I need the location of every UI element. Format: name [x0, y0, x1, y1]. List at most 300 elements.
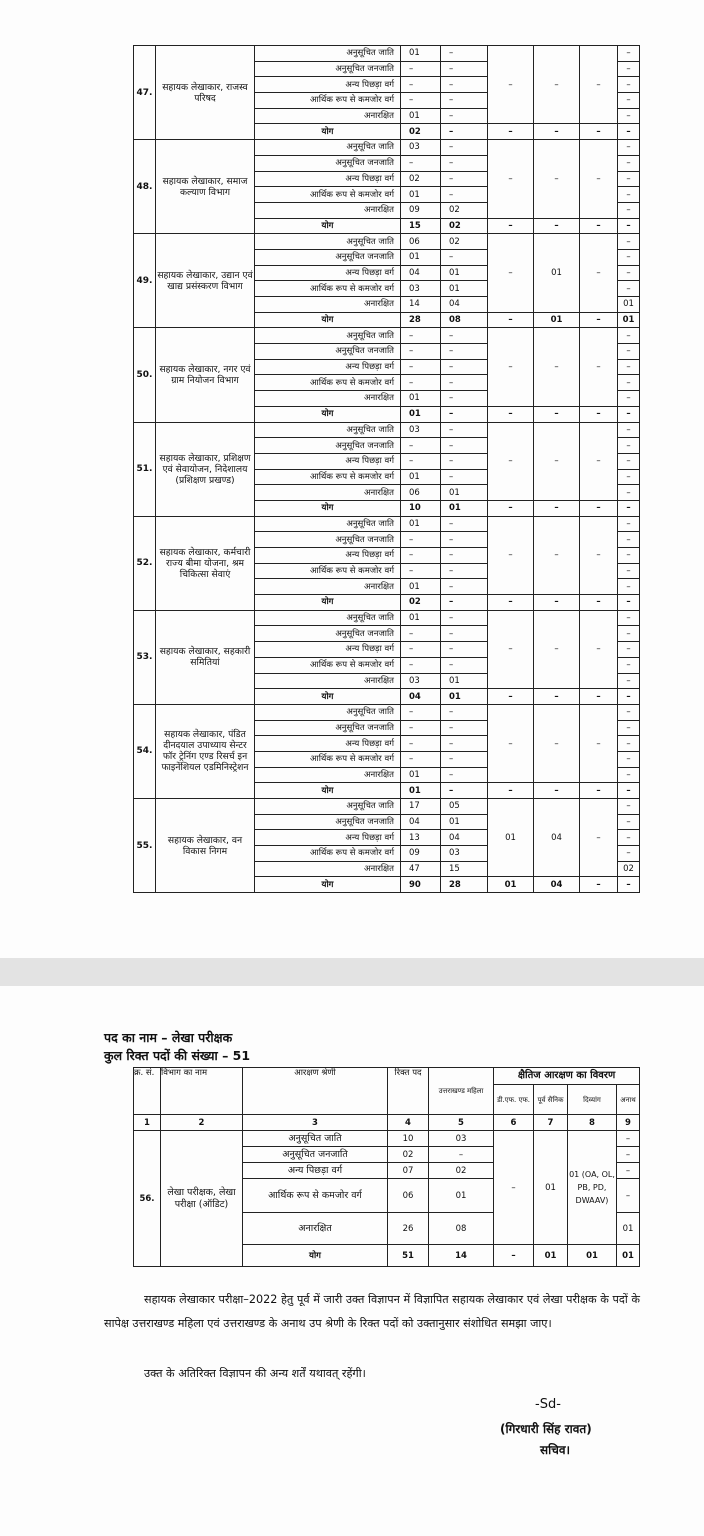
total-dff: –	[488, 312, 534, 328]
vacancy-cell: 09	[401, 202, 441, 218]
total-orphan: 01	[617, 1245, 640, 1267]
category-cell: अनारक्षित	[255, 861, 401, 877]
category-cell: अनारक्षित	[255, 297, 401, 313]
orphan-cell: –	[618, 673, 640, 689]
orphan-cell: –	[617, 1131, 640, 1147]
category-cell: अन्य पिछड़ा वर्ग	[255, 548, 401, 564]
women-cell: 01	[441, 265, 488, 281]
department-name: सहायक लेखाकार, नगर एवं ग्राम नियोजन विभाग	[156, 328, 255, 422]
column-number: 2	[161, 1115, 243, 1131]
vacancy-cell: 14	[401, 297, 441, 313]
department-name: सहायक लेखाकार, प्रशिक्षण एवं सेवायोजन, निदेशालय (प्रशिक्षण प्रखण्ड)	[156, 422, 255, 516]
department-name: लेखा परीक्षक, लेखा परीक्षा (ऑडिट)	[161, 1131, 243, 1267]
category-cell: अनुसूचित जाति	[255, 516, 401, 532]
total-dff: –	[488, 218, 534, 234]
total-dff: –	[488, 783, 534, 799]
category-cell: आर्थिक रूप से कमजोर वर्ग	[255, 657, 401, 673]
total-exservice: –	[534, 595, 580, 611]
category-cell: अनारक्षित	[255, 579, 401, 595]
women-cell: –	[441, 704, 488, 720]
total-orphan: –	[618, 124, 640, 140]
table-row	[134, 46, 640, 62]
women-cell: –	[441, 579, 488, 595]
column-number: 6	[494, 1115, 534, 1131]
orphan-cell: –	[618, 171, 640, 187]
women-cell: 04	[441, 297, 488, 313]
total-women: 01	[441, 500, 488, 516]
category-cell: अनुसूचित जाति	[255, 328, 401, 344]
orphan-cell: –	[618, 579, 640, 595]
orphan-cell: –	[618, 610, 640, 626]
header-horizontal: क्षैतिज आरक्षण का विवरण	[494, 1068, 640, 1085]
orphan-cell: –	[618, 438, 640, 454]
women-cell: –	[441, 736, 488, 752]
vacancy-cell: –	[401, 359, 441, 375]
total-divyang: –	[580, 218, 618, 234]
vacancy-cell: 09	[401, 846, 441, 862]
dff-cell: –	[488, 234, 534, 312]
vacancy-cell: –	[401, 453, 441, 469]
vacancy-cell: 01	[401, 767, 441, 783]
vacancy-cell: 01	[401, 516, 441, 532]
category-cell: अनारक्षित	[255, 108, 401, 124]
orphan-cell: –	[618, 46, 640, 62]
women-cell: –	[441, 171, 488, 187]
dff-cell: –	[488, 422, 534, 500]
category-cell: अनुसूचित जनजाति	[255, 626, 401, 642]
column-number: 5	[429, 1115, 494, 1131]
women-cell: –	[441, 751, 488, 767]
total-vacancy: 90	[401, 877, 441, 893]
orphan-cell: –	[618, 453, 640, 469]
sd-mark: -Sd-	[535, 1397, 561, 1412]
vacancy-cell: 01	[401, 579, 441, 595]
total-posts: कुल रिक्त पदों की संख्या – 51	[104, 1048, 251, 1063]
category-cell: अनारक्षित	[255, 202, 401, 218]
table-row	[134, 516, 640, 532]
vacancy-cell: –	[401, 93, 441, 109]
dff-cell: –	[488, 328, 534, 406]
category-cell: अनारक्षित	[255, 673, 401, 689]
header-dff: डी.एफ. एफ.	[494, 1085, 534, 1115]
women-cell: –	[441, 140, 488, 156]
exservice-cell: –	[534, 516, 580, 594]
table-row	[134, 328, 640, 344]
women-cell: 01	[441, 485, 488, 501]
women-cell: –	[441, 328, 488, 344]
women-cell: –	[441, 453, 488, 469]
orphan-cell: –	[618, 704, 640, 720]
total-label: योग	[255, 783, 401, 799]
women-cell: –	[441, 422, 488, 438]
category-cell: अन्य पिछड़ा वर्ग	[255, 171, 401, 187]
table-row	[134, 1131, 640, 1147]
total-label: योग	[255, 595, 401, 611]
column-number: 3	[243, 1115, 388, 1131]
category-cell: आर्थिक रूप से कमजोर वर्ग	[255, 281, 401, 297]
divyang-cell: –	[580, 516, 618, 594]
women-cell: –	[441, 642, 488, 658]
category-cell: अनुसूचित जनजाति	[255, 438, 401, 454]
total-women: 08	[441, 312, 488, 328]
vacancy-cell: 02	[401, 171, 441, 187]
total-exservice: 04	[534, 877, 580, 893]
orphan-cell: –	[618, 140, 640, 156]
total-divyang: –	[580, 124, 618, 140]
orphan-cell: 01	[618, 297, 640, 313]
vacancy-cell: 04	[401, 265, 441, 281]
auditor-vacancy-table	[133, 1067, 640, 1267]
vacancy-cell: 17	[401, 799, 441, 815]
category-cell: अन्य पिछड़ा वर्ग	[255, 453, 401, 469]
vacancy-cell: 02	[388, 1147, 429, 1163]
total-women: 02	[441, 218, 488, 234]
vacancy-cell: 03	[401, 673, 441, 689]
women-cell: 02	[441, 234, 488, 250]
table-row	[134, 799, 640, 815]
vacancy-cell: 07	[388, 1163, 429, 1179]
total-exservice: –	[534, 500, 580, 516]
orphan-cell: –	[618, 469, 640, 485]
women-cell: –	[441, 767, 488, 783]
category-cell: अन्य पिछड़ा वर्ग	[243, 1163, 388, 1179]
women-cell: –	[429, 1147, 494, 1163]
department-name: सहायक लेखाकार, सहकारी समितियां	[156, 610, 255, 704]
vacancy-cell: 01	[401, 391, 441, 407]
category-cell: अनुसूचित जनजाति	[255, 814, 401, 830]
orphan-cell: –	[618, 830, 640, 846]
table-row	[134, 704, 640, 720]
orphan-cell: –	[618, 359, 640, 375]
category-cell: आर्थिक रूप से कमजोर वर्ग	[255, 375, 401, 391]
table-row	[134, 422, 640, 438]
divyang-cell: –	[580, 799, 618, 877]
total-divyang: –	[580, 689, 618, 705]
orphan-cell: –	[618, 626, 640, 642]
total-orphan: –	[618, 406, 640, 422]
orphan-cell: –	[618, 281, 640, 297]
orphan-cell: –	[618, 485, 640, 501]
vacancy-cell: 06	[401, 485, 441, 501]
women-cell: –	[441, 108, 488, 124]
orphan-cell: –	[618, 249, 640, 265]
dff-cell: –	[488, 46, 534, 124]
table-row	[134, 610, 640, 626]
vacancy-cell: 01	[401, 46, 441, 62]
orphan-cell: –	[618, 375, 640, 391]
women-cell: –	[441, 438, 488, 454]
vacancy-cell: –	[401, 563, 441, 579]
women-cell: –	[441, 657, 488, 673]
orphan-cell: –	[618, 202, 640, 218]
category-cell: अन्य पिछड़ा वर्ग	[255, 77, 401, 93]
category-cell: अनुसूचित जनजाति	[255, 155, 401, 171]
total-exservice: –	[534, 218, 580, 234]
vacancy-cell: –	[401, 532, 441, 548]
total-vacancy: 10	[401, 500, 441, 516]
orphan-cell: –	[617, 1147, 640, 1163]
exservice-cell: –	[534, 328, 580, 406]
women-cell: 03	[441, 846, 488, 862]
total-women: –	[441, 406, 488, 422]
total-vacancy: 01	[401, 406, 441, 422]
divyang-cell: –	[580, 234, 618, 312]
category-cell: अनुसूचित जाति	[255, 799, 401, 815]
vacancy-cell: –	[401, 344, 441, 360]
vacancy-cell: 10	[388, 1131, 429, 1147]
total-exservice: –	[534, 124, 580, 140]
vacancy-cell: 03	[401, 281, 441, 297]
total-vacancy: 15	[401, 218, 441, 234]
orphan-cell: –	[618, 846, 640, 862]
header-category: आरक्षण श्रेणी	[243, 1068, 388, 1115]
women-cell: –	[441, 46, 488, 62]
category-cell: अनुसूचित जाति	[255, 140, 401, 156]
vacancy-cell: 01	[401, 469, 441, 485]
table-row	[134, 234, 640, 250]
vacancy-cell: 47	[401, 861, 441, 877]
divyang-cell: –	[580, 704, 618, 782]
women-cell: –	[441, 532, 488, 548]
women-cell: 02	[429, 1163, 494, 1179]
category-cell: अन्य पिछड़ा वर्ग	[255, 265, 401, 281]
orphan-cell: –	[618, 814, 640, 830]
category-cell: आर्थिक रूप से कमजोर वर्ग	[255, 187, 401, 203]
total-label: योग	[255, 312, 401, 328]
orphan-cell: –	[617, 1163, 640, 1179]
orphan-cell: –	[618, 720, 640, 736]
total-label: योग	[255, 877, 401, 893]
orphan-cell: –	[617, 1179, 640, 1213]
vacancy-cell: 13	[401, 830, 441, 846]
exservice-cell: –	[534, 140, 580, 218]
orphan-cell: –	[618, 108, 640, 124]
orphan-cell: 02	[618, 861, 640, 877]
vacancy-cell: –	[401, 548, 441, 564]
total-label: योग	[255, 689, 401, 705]
total-orphan: –	[618, 689, 640, 705]
vacancy-cell: 04	[401, 814, 441, 830]
vacancy-cell: –	[401, 375, 441, 391]
total-label: योग	[255, 406, 401, 422]
category-cell: आर्थिक रूप से कमजोर वर्ग	[255, 751, 401, 767]
women-cell: –	[441, 187, 488, 203]
total-vacancy: 02	[401, 595, 441, 611]
total-vacancy: 02	[401, 124, 441, 140]
vacancy-cell: 06	[388, 1179, 429, 1213]
orphan-cell: –	[618, 234, 640, 250]
dff-cell: –	[488, 704, 534, 782]
orphan-cell: 01	[617, 1213, 640, 1245]
orphan-cell: –	[618, 344, 640, 360]
women-cell: 05	[441, 799, 488, 815]
orphan-cell: –	[618, 767, 640, 783]
total-women: 14	[429, 1245, 494, 1267]
women-cell: –	[441, 516, 488, 532]
divyang-cell: –	[580, 422, 618, 500]
other-conditions-paragraph: उक्त के अतिरिक्त विज्ञापन की अन्य शर्तें यथावत् रहेंगी।	[144, 1367, 366, 1380]
orphan-cell: –	[618, 563, 640, 579]
divyang-cell: –	[580, 328, 618, 406]
vacancy-cell: –	[401, 657, 441, 673]
vacancy-table-continued	[133, 45, 640, 893]
serial-number: 55.	[134, 799, 156, 893]
exservice-cell: 01	[534, 234, 580, 312]
vacancy-cell: 01	[401, 610, 441, 626]
column-number: 8	[568, 1115, 617, 1131]
orphan-cell: –	[618, 516, 640, 532]
orphan-cell: –	[618, 187, 640, 203]
serial-number: 56.	[134, 1131, 161, 1267]
orphan-cell: –	[618, 657, 640, 673]
category-cell: आर्थिक रूप से कमजोर वर्ग	[243, 1179, 388, 1213]
divyang-cell: 01 (OA, OL, PB, PD, DWAAV)	[568, 1131, 617, 1245]
total-label: योग	[255, 124, 401, 140]
total-orphan: –	[618, 500, 640, 516]
women-cell: 03	[429, 1131, 494, 1147]
women-cell: –	[441, 720, 488, 736]
serial-number: 54.	[134, 704, 156, 798]
total-dff: –	[488, 500, 534, 516]
category-cell: अनुसूचित जनजाति	[243, 1147, 388, 1163]
total-dff: 01	[488, 877, 534, 893]
vacancy-cell: –	[401, 438, 441, 454]
women-cell: 01	[441, 281, 488, 297]
total-label: योग	[255, 500, 401, 516]
total-divyang: –	[580, 595, 618, 611]
total-exservice: 01	[534, 312, 580, 328]
exservice-cell: –	[534, 46, 580, 124]
vacancy-cell: –	[401, 328, 441, 344]
women-cell: –	[441, 344, 488, 360]
category-cell: अनुसूचित जनजाति	[255, 344, 401, 360]
women-cell: –	[441, 469, 488, 485]
women-cell: 15	[441, 861, 488, 877]
divyang-cell: –	[580, 140, 618, 218]
orphan-cell: –	[618, 422, 640, 438]
total-dff: –	[494, 1245, 534, 1267]
page-separator	[0, 958, 704, 986]
divyang-cell: –	[580, 46, 618, 124]
serial-number: 52.	[134, 516, 156, 610]
total-dff: –	[488, 406, 534, 422]
post-title: पद का नाम – लेखा परीक्षक	[104, 1030, 233, 1045]
total-orphan: –	[618, 595, 640, 611]
category-cell: अनुसूचित जाति	[255, 422, 401, 438]
total-vacancy: 01	[401, 783, 441, 799]
category-cell: अनारक्षित	[243, 1213, 388, 1245]
women-cell: –	[441, 610, 488, 626]
column-number: 1	[134, 1115, 161, 1131]
vacancy-cell: –	[401, 626, 441, 642]
category-cell: अनुसूचित जाति	[255, 704, 401, 720]
category-cell: आर्थिक रूप से कमजोर वर्ग	[255, 93, 401, 109]
serial-number: 48.	[134, 140, 156, 234]
category-cell: आर्थिक रूप से कमजोर वर्ग	[255, 846, 401, 862]
category-cell: अन्य पिछड़ा वर्ग	[255, 642, 401, 658]
vacancy-cell: –	[401, 751, 441, 767]
total-women: –	[441, 595, 488, 611]
exservice-cell: –	[534, 610, 580, 688]
vacancy-cell: 03	[401, 140, 441, 156]
orphan-cell: –	[618, 391, 640, 407]
column-number: 7	[534, 1115, 568, 1131]
serial-number: 49.	[134, 234, 156, 328]
total-exservice: 01	[534, 1245, 568, 1267]
header-orphan: अनाथ	[617, 1085, 640, 1115]
women-cell: 02	[441, 202, 488, 218]
vacancy-cell: 01	[401, 187, 441, 203]
department-name: सहायक लेखाकार, समाज कल्याण विभाग	[156, 140, 255, 234]
total-divyang: –	[580, 500, 618, 516]
dff-cell: 01	[488, 799, 534, 877]
orphan-cell: –	[618, 328, 640, 344]
women-cell: –	[441, 626, 488, 642]
serial-number: 50.	[134, 328, 156, 422]
women-cell: 08	[429, 1213, 494, 1245]
category-cell: अनुसूचित जनजाति	[255, 61, 401, 77]
category-cell: अनुसूचित जनजाति	[255, 532, 401, 548]
category-cell: अनुसूचित जनजाति	[255, 249, 401, 265]
total-dff: –	[488, 595, 534, 611]
exservice-cell: –	[534, 422, 580, 500]
category-cell: आर्थिक रूप से कमजोर वर्ग	[255, 469, 401, 485]
category-cell: अनुसूचित जाति	[243, 1131, 388, 1147]
total-women: –	[441, 124, 488, 140]
orphan-cell: –	[618, 155, 640, 171]
women-cell: –	[441, 77, 488, 93]
serial-number: 47.	[134, 46, 156, 140]
total-women: 28	[441, 877, 488, 893]
women-cell: –	[441, 155, 488, 171]
category-cell: अनारक्षित	[255, 391, 401, 407]
category-cell: अन्य पिछड़ा वर्ग	[255, 830, 401, 846]
category-cell: अन्य पिछड़ा वर्ग	[255, 736, 401, 752]
column-number: 4	[388, 1115, 429, 1131]
orphan-cell: –	[618, 77, 640, 93]
header-divyang: दिव्यांग	[568, 1085, 617, 1115]
women-cell: –	[441, 359, 488, 375]
column-number: 9	[617, 1115, 640, 1131]
women-cell: 01	[441, 814, 488, 830]
total-vacancy: 51	[388, 1245, 429, 1267]
total-exservice: –	[534, 689, 580, 705]
vacancy-cell: –	[401, 155, 441, 171]
orphan-cell: –	[618, 61, 640, 77]
orphan-cell: –	[618, 799, 640, 815]
total-dff: –	[488, 124, 534, 140]
header-sno: क्र. सं.	[134, 1068, 161, 1115]
total-divyang: 01	[568, 1245, 617, 1267]
category-cell: आर्थिक रूप से कमजोर वर्ग	[255, 563, 401, 579]
women-cell: –	[441, 249, 488, 265]
orphan-cell: –	[618, 751, 640, 767]
vacancy-cell: –	[401, 77, 441, 93]
total-divyang: –	[580, 783, 618, 799]
header-vacant: रिक्त पद	[388, 1068, 429, 1115]
vacancy-cell: 01	[401, 249, 441, 265]
department-name: सहायक लेखाकार, राजस्व परिषद	[156, 46, 255, 140]
vacancy-cell: –	[401, 704, 441, 720]
category-cell: अनुसूचित जाति	[255, 46, 401, 62]
department-name: सहायक लेखाकार, पंडित दीनदयाल उपाध्याय सेन्टर फॉर ट्रेनिंग एण्ड रिसर्च इन फाइनेंशियल एडमिनिस्ट्रेशन	[156, 704, 255, 798]
category-cell: अनुसूचित जाति	[255, 234, 401, 250]
signatory-designation: सचिव।	[540, 1443, 571, 1457]
total-vacancy: 28	[401, 312, 441, 328]
dff-cell: –	[488, 610, 534, 688]
total-divyang: –	[580, 406, 618, 422]
dff-cell: –	[494, 1131, 534, 1245]
